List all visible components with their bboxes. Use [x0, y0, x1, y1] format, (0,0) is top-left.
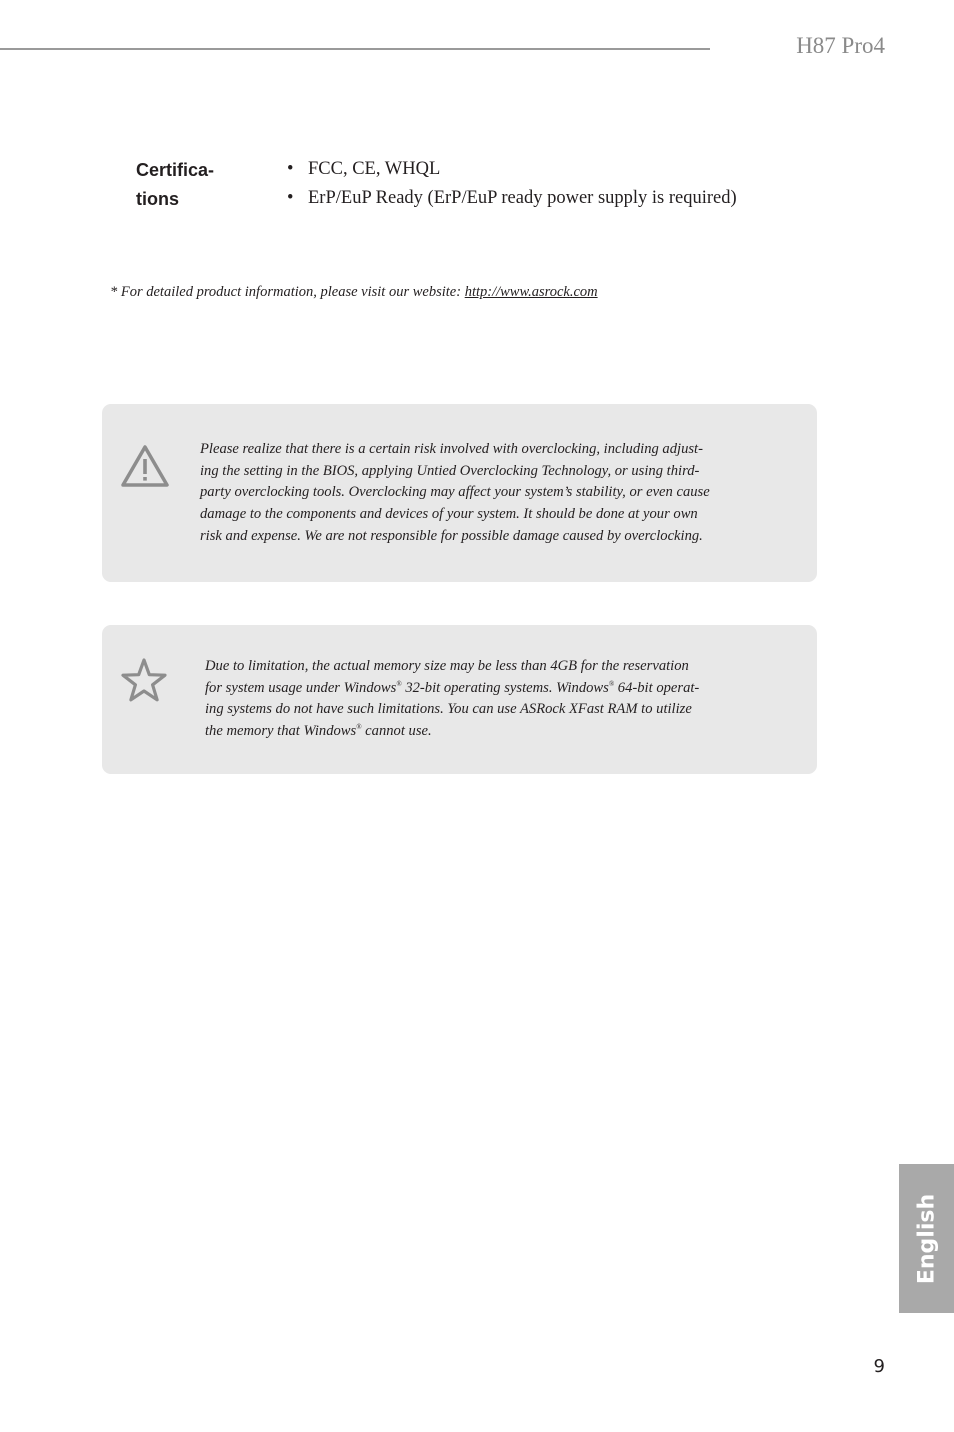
registered-mark: ® — [608, 679, 615, 688]
language-tab-label: English — [914, 1193, 939, 1284]
warning-triangle-icon — [120, 443, 170, 488]
list-item-text: FCC, CE, WHQL — [308, 159, 441, 179]
bullet-icon: • — [287, 159, 294, 179]
certifications-list — [287, 155, 847, 213]
text-line — [205, 721, 760, 743]
text-segment: the memory that Windows — [205, 723, 357, 740]
text-line: party overclocking tools. Overclocking may affect your system’s stability, or even cause — [200, 484, 710, 501]
bullet-icon: • — [287, 188, 294, 208]
text-line: Due to limitation, the actual memory size may be less than 4GB for the reservation — [205, 658, 689, 674]
registered-mark: ® — [396, 679, 402, 688]
text-line: ing systems do not have such limitations. You can use ASRock XFast RAM to utilize — [205, 701, 692, 718]
spec-label-line: Certifica- — [136, 160, 215, 180]
text-segment: cannot use. — [361, 723, 432, 740]
star-icon — [120, 657, 168, 703]
text-segment: 32-bit operating systems. Windows — [401, 679, 609, 696]
list-item — [287, 184, 847, 213]
text-line: ing the setting in the BIOS, applying Untied Overclocking Technology, or using third- — [200, 462, 700, 479]
memory-note-text — [205, 656, 760, 743]
text-line — [205, 678, 760, 700]
text-line: damage to the components and devices of your system. It should be done at your own — [200, 506, 698, 523]
header-rule — [0, 48, 710, 50]
spec-label-certifications — [136, 156, 256, 214]
text-line: risk and expense. We are not responsible for possible damage caused by overclocking. — [200, 527, 703, 544]
website-footnote — [110, 284, 810, 301]
overclocking-warning-text — [200, 439, 755, 548]
text-segment: for system usage under Windows — [205, 679, 397, 696]
list-item — [287, 155, 847, 184]
text-line: Please realize that there is a certain risk involved with overclocking, including adjust- — [200, 441, 703, 457]
list-item-text: ErP/EuP Ready (ErP/EuP ready power supply is required) — [308, 188, 737, 208]
document-title: H87 Pro4 — [796, 33, 885, 58]
footnote-text: * For detailed product information, please visit our website: — [110, 284, 465, 300]
page-number: 9 — [873, 1356, 885, 1377]
asrock-website-link[interactable]: http://www.asrock.com — [464, 284, 598, 300]
spec-label-line: tions — [136, 189, 179, 209]
registered-mark: ® — [356, 723, 362, 732]
language-tab — [899, 1164, 954, 1313]
text-segment: 64-bit operat- — [614, 679, 700, 696]
